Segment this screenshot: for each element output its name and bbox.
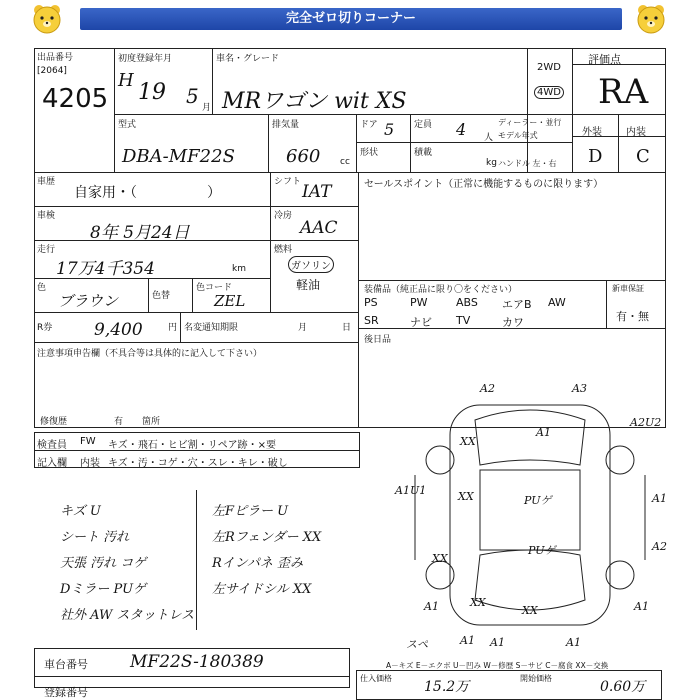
inspection-label: 車検 [37,211,56,221]
recycle-label: R券 [37,323,53,333]
damage-mark: A1 [652,492,667,505]
history-label: 車歴 [37,177,56,187]
entry-label: 記入欄 [37,458,67,469]
exterior-label: 外装 [582,127,602,138]
interior-grade: C [636,146,650,167]
equipment-item: TV [456,314,471,327]
note-line: 左Fピラー U [212,504,289,519]
notice-month: 月 [298,323,308,333]
damage-mark: A2 [480,382,495,395]
damage-mark: A1 [460,634,475,647]
damage-mark: A1 [634,600,649,613]
register-label: 登録番号 [44,686,88,699]
registration-era: H [118,70,134,91]
drive-4wd: 4WD [534,86,564,99]
dealer-label: ディーラー・並行 [498,118,562,127]
damage-mark: A2 [652,540,667,553]
note-line: キズ U [60,504,101,519]
damage-mark: A1 [424,600,439,613]
drive-2wd: 2WD [537,62,561,73]
exterior-grade: D [588,146,603,167]
load-label: 積載 [414,148,433,158]
equipment-item: PW [410,296,428,309]
registration-year: 19 [138,80,166,105]
equipment-item: エアB [502,298,532,311]
chassis-label: 車台番号 [44,658,88,671]
shift-value: IAT [302,182,332,202]
color-code-label: 色コード [196,283,233,293]
capacity-label: 定員 [414,120,433,130]
aircon-label: 冷房 [274,211,293,221]
damage-mark: A2U2 [630,416,662,429]
shift-label: シフト [274,177,302,187]
note-line: 左Rフェンダー XX [212,530,322,545]
doors-label: ドア [360,120,378,130]
color-change-label: 色替 [152,291,171,301]
evaluation-score: RA [598,72,649,112]
damage-mark: PUゲ [528,544,556,557]
doors-value: 5 [384,120,395,139]
repair-label: 修復歴 [40,417,68,427]
equipment-item: PS [364,296,378,309]
mileage-unit: km [232,264,246,274]
remarks-label: 注意事項申告欄（不具合等は具体的に記入して下さい） [37,349,263,359]
recycle-unit: 円 [168,323,178,333]
load-unit: kg [486,158,497,168]
equipment-item: SR [364,314,379,327]
chassis-value: MF22S-180389 [130,652,264,672]
color-label: 色 [37,283,47,293]
warranty-label: 新車保証 [612,284,644,293]
damage-mark: PUゲ [524,494,552,507]
note-line: 社外 AW スタットレス [60,608,195,623]
notice-label: 名変通知期限 [184,323,239,333]
evaluation-label: 評価点 [588,53,621,66]
notes-left [60,500,194,630]
model-year-label: モデル年式 [498,131,538,140]
warranty-value: 有・無 [616,310,649,323]
damage-mark: XX [460,435,476,448]
rear-items-label: 後日品 [364,335,392,345]
model-name: MRワゴン wit XS [222,89,407,114]
note-line: 左サイドシル XX [212,582,312,597]
inspection-value: 8年 5月24日 [90,223,190,243]
type-label: 型式 [118,120,137,130]
damage-mark: A1U1 [395,484,427,497]
entry-items: キズ・汚・コゲ・穴・スレ・キレ・破し [108,458,288,469]
damage-mark: XX [470,596,486,609]
equipment-item: ABS [456,296,478,309]
fuel-label: 燃料 [274,245,293,255]
note-line: Dミラー PUゲ [60,582,147,597]
shape-label: 形状 [360,148,379,158]
repair-place: 箇所 [142,417,161,427]
month-unit: 月 [202,103,212,113]
list-value: 0.60万 [600,679,646,695]
displacement-value: 660 [286,146,321,167]
purchase-label: 仕入価格 [360,674,392,683]
mascot-bear-icon [634,2,668,36]
legend-text: A－キズ E－エクボ U－凹み W－修歴 S－サビ C－腐食 XX－交換 [386,661,609,670]
entry-interior: 内装 [80,458,100,469]
notes-right [212,500,321,604]
color-value: ブラウン [58,292,119,310]
mileage-value: 17万4千354 [56,259,155,279]
repair-value: 有 [114,417,124,427]
registration-label: 初度登録年月 [118,54,173,64]
equipment-label: 装備品（純正品に限り〇をください） [364,285,518,295]
damage-mark: XX [432,552,448,565]
venue-code: [2064] [37,66,67,76]
color-code: ZEL [214,292,246,310]
inspector-items: キズ・飛石・ヒビ割・リペア跡・×要 [108,440,276,451]
sales-point-label: セールスポイント（正常に機能するものに限ります） [364,179,604,190]
page-banner: 完全ゼロ切りコーナー [80,8,622,30]
equipment-row-1 [364,296,604,312]
aircon-value: AAC [300,218,338,238]
capacity-unit: 人 [484,133,494,143]
damage-mark: XX [458,490,474,503]
mileage-label: 走行 [37,245,56,255]
inspector-label: 検査員 [37,440,67,451]
venue-label: 出品番号 [37,53,74,63]
registration-month: 5 [186,84,199,108]
damage-mark: A3 [572,382,587,395]
purchase-value: 15.2万 [424,679,470,695]
list-label: 開始価格 [520,674,552,683]
type-value: DBA-MF22S [122,146,235,167]
history-value: 自家用・（ ） [74,185,221,201]
fuel-diesel: 軽油 [296,278,321,292]
notice-day: 日 [342,323,352,333]
damage-mark: スペ [406,638,428,651]
lot-number: 4205 [42,84,109,114]
damage-mark: A1 [490,636,505,649]
fuel-gasoline: ガソリン [288,256,334,273]
note-line: Rインパネ 歪み [212,556,304,571]
displacement-unit: cc [340,157,350,167]
note-line: 天張 汚れ コゲ [60,556,147,571]
mascot-bear-icon [30,2,64,36]
equipment-item: カワ [502,316,524,329]
note-line: シート 汚れ [60,530,130,545]
equipment-item: ナビ [410,316,432,329]
handle-label: ハンドル 左・右 [498,159,557,168]
capacity-value: 4 [456,120,467,139]
damage-mark: XX [522,604,538,617]
interior-label: 内装 [626,127,646,138]
equipment-item: AW [548,296,566,309]
damage-mark: A1 [536,426,551,439]
displacement-label: 排気量 [272,120,300,130]
recycle-value: 9,400 [94,320,143,340]
grade-label: 車名・グレード [216,54,280,64]
inspector-fw: FW [80,436,96,447]
damage-mark: A1 [566,636,581,649]
